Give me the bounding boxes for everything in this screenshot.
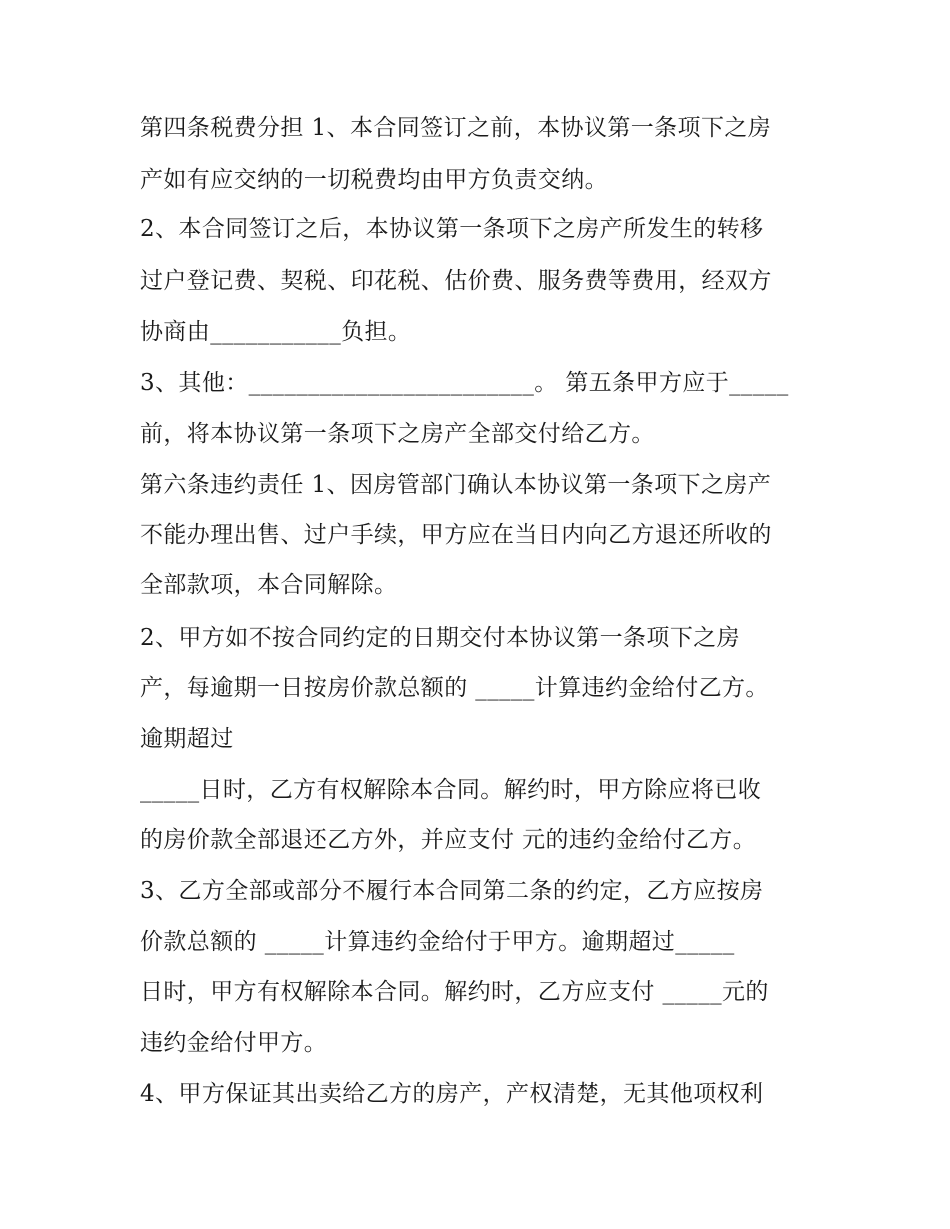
text-line: 第六条违约责任 1、因房管部门确认本协议第一条项下之房产 bbox=[140, 472, 772, 498]
text-line: 价款总额的 _____计算违约金给付于甲方。逾期超过_____ bbox=[140, 929, 735, 955]
text-line: 产，每逾期一日按房价款总额的 _____计算违约金给付乙方。 bbox=[140, 675, 769, 701]
text-line: 日时，甲方有权解除本合同。解约时，乙方应支付 _____元的 bbox=[140, 979, 769, 1005]
text-line: 4、甲方保证其出卖给乙方的房产，产权清楚，无其他项权利 bbox=[140, 1081, 764, 1107]
text-line: 全部款项，本合同解除。 bbox=[140, 572, 398, 598]
text-line: _____日时，乙方有权解除本合同。解约时，甲方除应将已收 bbox=[140, 777, 762, 803]
text-line: 不能办理出售、过户手续，甲方应在当日内向乙方退还所收的 bbox=[140, 522, 772, 548]
text-line: 前，将本协议第一条项下之房产全部交付给乙方。 bbox=[140, 421, 655, 447]
text-line: 违约金给付甲方。 bbox=[140, 1030, 328, 1056]
text-line: 第四条税费分担 1、本合同签订之前，本协议第一条项下之房 bbox=[140, 115, 772, 141]
text-line: 协商由___________负担。 bbox=[140, 319, 412, 345]
text-line: 2、本合同签订之后，本协议第一条项下之房产所发生的转移 bbox=[140, 216, 764, 242]
text-line: 逾期超过 bbox=[140, 726, 234, 752]
text-line: 2、甲方如不按合同约定的日期交付本协议第一条项下之房 bbox=[140, 625, 741, 651]
text-line: 3、其他：________________________。 第五条甲方应于_____ bbox=[140, 370, 789, 396]
text-line: 产如有应交纳的一切税费均由甲方负责交纳。 bbox=[140, 167, 608, 193]
text-line: 过户登记费、契税、印花税、估价费、服务费等费用，经双方 bbox=[140, 268, 772, 294]
text-line: 3、乙方全部或部分不履行本合同第二条的约定，乙方应按房 bbox=[140, 878, 764, 904]
text-line: 的房价款全部退还乙方外，并应支付 元的违约金给付乙方。 bbox=[140, 827, 757, 853]
